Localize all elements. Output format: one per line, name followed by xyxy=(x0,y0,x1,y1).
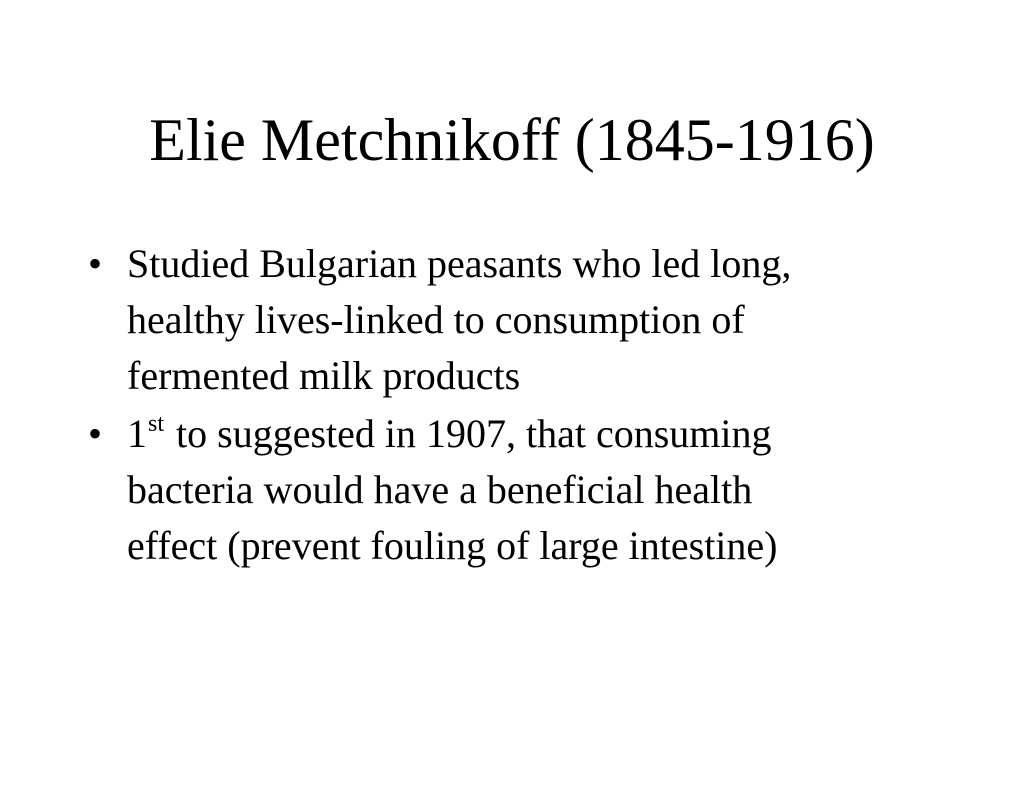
bullet-2-line-3: effect (prevent fouling of large intestine) xyxy=(127,523,778,568)
bullet-text-1 xyxy=(127,236,938,404)
bullet-2-line-1-text: to suggested in 1907, that consuming xyxy=(166,411,772,456)
bullet-1-line-2: healthy lives-linked to consumption of xyxy=(127,297,745,342)
bullet-item-1 xyxy=(78,236,938,404)
bullet-icon: • xyxy=(88,241,103,286)
bullet-item-2 xyxy=(78,406,938,574)
slide-title: Elie Metchnikoff (1845-1916) xyxy=(149,107,875,173)
ordinal-number: 1 xyxy=(127,411,147,456)
bullet-list xyxy=(78,236,938,576)
bullet-1-line-1: Studied Bulgarian peasants who led long, xyxy=(127,241,792,286)
bullet-2-line-1 xyxy=(127,406,938,462)
bullet-2-line-2: bacteria would have a beneficial health xyxy=(127,467,753,512)
bullet-icon: • xyxy=(88,411,103,456)
ordinal-suffix: st xyxy=(148,411,165,437)
bullet-1-line-3: fermented milk products xyxy=(127,353,521,398)
bullet-text-2 xyxy=(127,406,938,574)
